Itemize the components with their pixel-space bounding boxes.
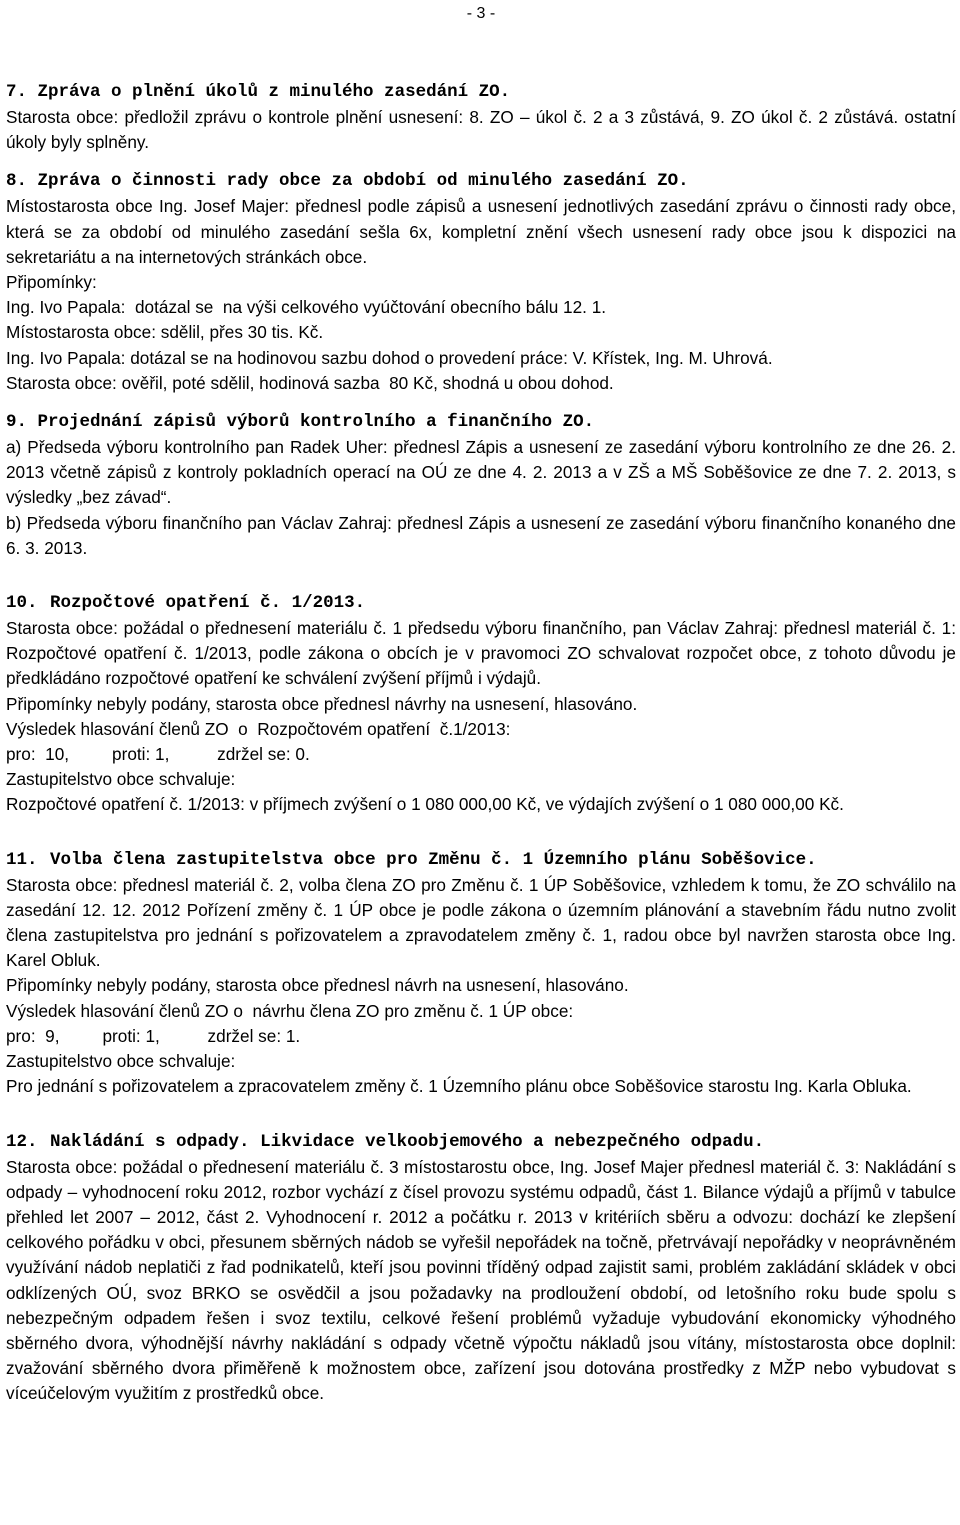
text-line: Starosta obce: ověřil, poté sdělil, hodinová sazba 80 Kč, shodná u obou dohod. (6, 372, 614, 393)
section-title: Volba člena zastupitelstva obce pro Změnu č. 1 Územního plánu Soběšovice. (50, 849, 817, 870)
paragraph: Starosta obce: předložil zprávu o kontrole plnění usnesení: 8. ZO – úkol č. 2 a 3 zůstává, 9. ZO úkol č. 2 zůstává. ostatní úkoly byly splněny. (6, 107, 956, 153)
text-line: Zastupitelstvo obce schvaluje: (6, 769, 236, 790)
text-line: Ing. Ivo Papala: dotázal se na hodinovou sazbu dohod o provedení práce: V. Křístek, Ing. M. Uhrová. (6, 347, 773, 368)
paragraph: Starosta obce: přednesl materiál č. 2, volba člena ZO pro Změnu č. 1 ÚP Soběšovice, vzhledem k tomu, že ZO schválilo na zasedání 12. 12. 2012 Pořízení změny č. 1 ÚP obce je podle zákona o územním plánování a stavebním řádu nutno zvolit člena zastupitelstva pro jednání s pořizovatelem a zpravodatelem změny č. 1, radou obce byl navržen starosta obce Ing. Karel Obluk. (6, 874, 956, 971)
resolution-text: Rozpočtové opatření č. 1/2013: v příjmech zvýšení o 1 080 000,00 Kč, ve výdajích zvýšení o 1 080 000,00 Kč. (6, 794, 844, 815)
paragraph: Starosta obce: požádal o přednesení materiálu č. 3 místostarostu obce, Ing. Josef Majer přednesl materiál č. 3: Nakládání s odpady – vyhodnocení roku 2012, rozbor vychází z čísel provozu systému odpadů, část 1. Bilance výdajů a příjmů v tabulce přehled let 2007 – 2012, část 2. Vyhodnocení r. 2012 a počátku r. 2013 v kritériích sběru a odvozu: dochází ke zlepšení celkového pořádku v obci, přesunem sběrných nádob se vyřešil nepořádek na točně, přetrvávají nepořádky v neoprávněném využívání nádob neplatiči z řad podnikatelů, kteří jsou povinni tříděný odpad zajistit sami, problém zakládání skládek v obci odklízených OÚ, svoz BRKO se osvědčil a jsou požadavky na prodloužení období, od letošního roku bude spolu s nebezpečným odpadem řešen i svoz textilu, celkové řešení problémů vyžaduje vybudování ekonomicky výhodného sběrného dvora, výhodnější návrhy nakládání s odpady včetně výpočtu nákladů jsou vítány, místostarosta obce doplnil: zvažování sběrného dvora přiměřeně k možnostem obce, zařízení jsou dotována prostředky z MŽP nebo vybudovat s víceúčelovým využitím z prostředků obce. (6, 1156, 956, 1404)
resolution-text: Pro jednání s pořizovatelem a zpracovatelem změny č. 1 Územního plánu obce Soběšovice starostu Ing. Karla Obluka. (6, 1076, 912, 1097)
section-8 (6, 169, 956, 396)
section-12 (6, 1130, 956, 1407)
text-line: Zastupitelstvo obce schvaluje: (6, 1051, 236, 1072)
paragraph: Místostarosta obce Ing. Josef Majer: přednesl podle zápisů a usnesení jednotlivých zasedání zprávu o činnosti rady obce, která se za období od minulého zasedání sešla 6x, kompletní znění všech usnesení rady obce jsou k dispozici na sekretariátu a na internetových stránkách obce. (6, 196, 956, 267)
text-line: pro: 9, proti: 1, zdržel se: 1. (6, 1025, 301, 1046)
text-line: Výsledek hlasování členů ZO o návrhu člena ZO pro změnu č. 1 ÚP obce: (6, 1000, 574, 1021)
section-heading: 7. Zpráva o plnění úkolů z minulého zasedání ZO. (6, 82, 511, 102)
text-line: Ing. Ivo Papala: dotázal se na výši celkového vyúčtování obecního bálu 12. 1. (6, 297, 607, 318)
page-number: - 3 - (466, 5, 496, 22)
section-7 (6, 80, 956, 155)
text-line: Výsledek hlasování členů ZO o Rozpočtovém opatření č.1/2013: (6, 718, 511, 739)
text-line: Připomínky nebyly podány, starosta obce přednesl návrhy na usnesení, hlasováno. (6, 693, 638, 714)
paragraph: Starosta obce: požádal o přednesení materiálu č. 1 předsedu výboru finančního, pan Václav Zahraj: přednesl materiál č. 1: Rozpočtové opatření č. 1/2013, podle zákona o obcích je v pravomoci ZO schvalovat rozpočet obce, z tohoto důvodu je předkládáno rozpočtové opatření ke schválení zvýšení příjmů i výdajů. (6, 618, 956, 689)
text-line: Připomínky: (6, 272, 97, 293)
paragraph: b) Předseda výboru finančního pan Václav Zahraj: přednesl Zápis a usnesení ze zasedání výboru finančního konaného dne 6. 3. 2013. (6, 512, 956, 558)
section-heading (6, 848, 956, 873)
document-content (6, 80, 956, 1407)
section-10 (6, 591, 956, 818)
section-number: 11. (6, 849, 38, 870)
section-title: Nakládání s odpady. Likvidace velkoobjemového a nebezpečného odpadu. (50, 1131, 765, 1152)
section-heading (6, 1130, 956, 1155)
text-line: Připomínky nebyly podány, starosta obce přednesl návrh na usnesení, hlasováno. (6, 975, 629, 996)
section-number: 10. (6, 593, 38, 614)
section-number: 12. (6, 1131, 38, 1152)
paragraph: a) Předseda výboru kontrolního pan Radek Uher: přednesl Zápis a usnesení ze zasedání výboru kontrolního ze dne 26. 2. 2013 včetně zápisů z kontroly pokladních operací na OÚ ze dne 4. 2. 2013 a v ZŠ a MŠ Soběšovice ze dne 7. 2. 2013, s výsledky „bez závad“. (6, 437, 956, 508)
section-heading: 8. Zpráva o činnosti rady obce za období od minulého zasedání ZO. (6, 171, 689, 192)
section-heading (6, 591, 956, 616)
section-9 (6, 410, 956, 561)
section-heading: 9. Projednání zápisů výborů kontrolního a finančního ZO. (6, 412, 595, 433)
text-line: Místostarosta obce: sdělil, přes 30 tis. Kč. (6, 322, 324, 343)
section-11 (6, 848, 956, 1100)
section-title: Rozpočtové opatření č. 1/2013. (50, 593, 366, 614)
text-line: pro: 10, proti: 1, zdržel se: 0. (6, 744, 310, 765)
